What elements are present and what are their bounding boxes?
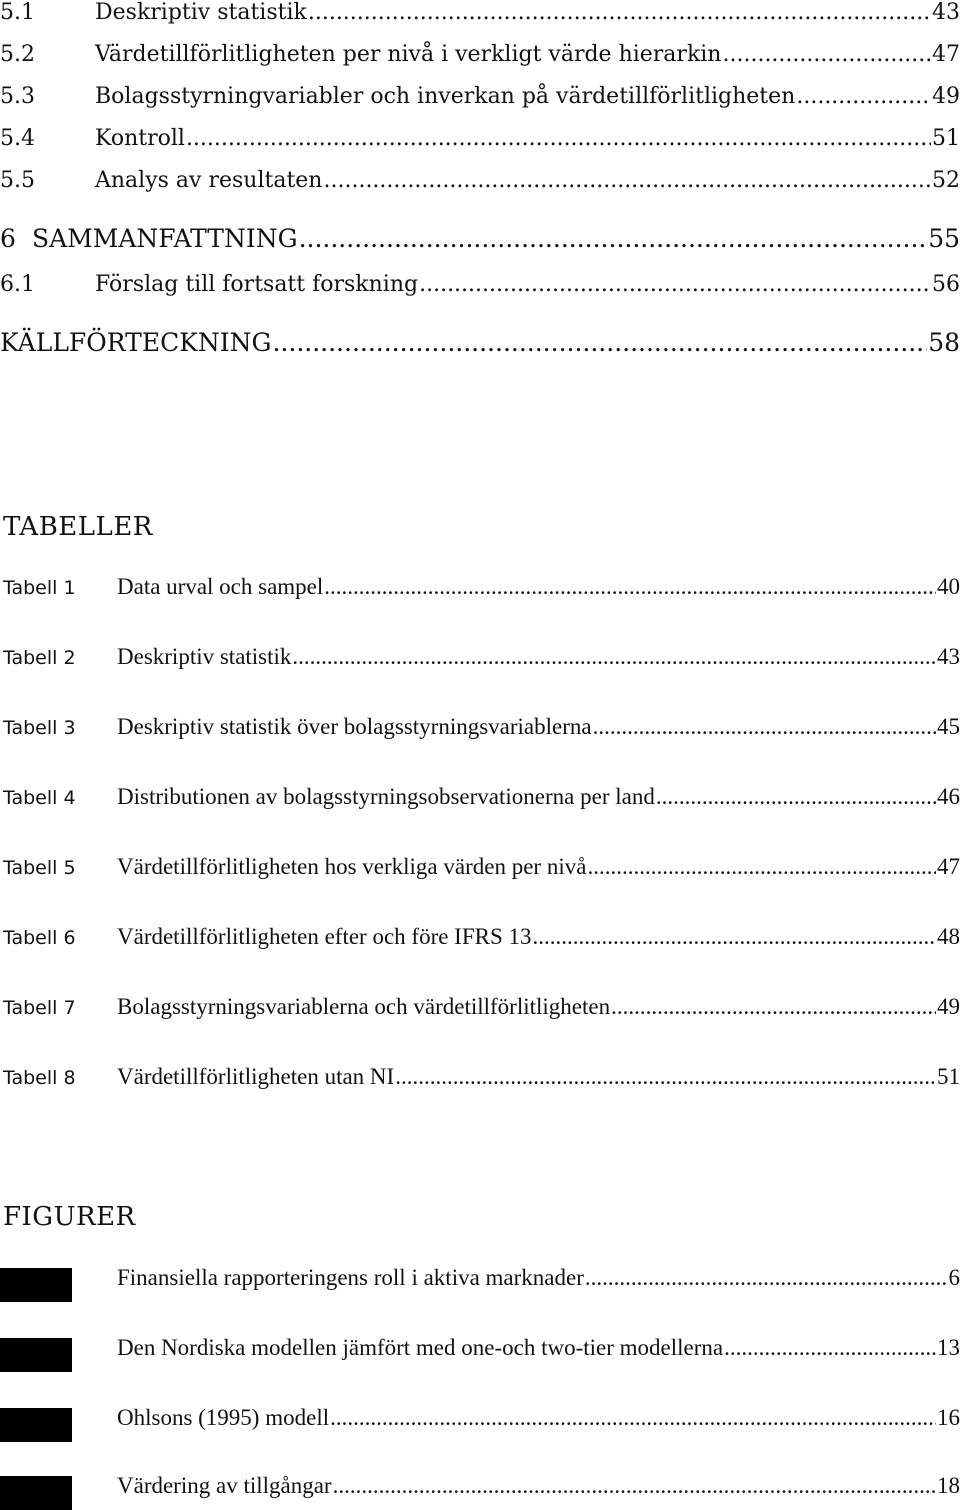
table-page-number: 47 xyxy=(937,854,960,880)
figure-list-entry[interactable] xyxy=(0,1470,960,1504)
dot-leader xyxy=(272,328,927,357)
redaction-block xyxy=(0,1408,72,1442)
toc-chapter-entry[interactable] xyxy=(0,224,960,253)
toc-page-number: 51 xyxy=(932,126,960,151)
dot-leader xyxy=(724,1335,936,1361)
tables-heading: TABELLER xyxy=(3,512,153,542)
toc-page-number: 56 xyxy=(932,272,960,297)
table-title: Deskriptiv statistik över bolagsstyrningsvariablerna xyxy=(117,714,592,740)
table-list-entry[interactable] xyxy=(0,714,960,740)
figure-title: Finansiella rapporteringens roll i aktiva marknader xyxy=(117,1265,584,1291)
toc-number: 5.2 xyxy=(0,42,95,67)
figure-page-number: 6 xyxy=(949,1265,960,1291)
toc-number: 6 xyxy=(0,224,32,253)
table-title: Värdetillförlitligheten utan NI xyxy=(117,1064,394,1090)
table-number: Tabell 1 xyxy=(0,577,117,599)
figure-number-redacted xyxy=(0,1262,117,1296)
dot-leader xyxy=(292,644,936,670)
toc-number: 6.1 xyxy=(0,272,95,297)
toc-entry[interactable] xyxy=(0,168,960,193)
table-number: Tabell 3 xyxy=(0,717,117,739)
toc-label: Analys av resultaten xyxy=(95,168,322,193)
table-number: Tabell 4 xyxy=(0,787,117,809)
dot-leader xyxy=(585,1265,948,1291)
figure-list-entry[interactable] xyxy=(0,1402,960,1436)
table-list-entry[interactable] xyxy=(0,994,960,1020)
toc-chapter-entry[interactable] xyxy=(0,328,960,357)
toc-page-number: 58 xyxy=(928,328,960,357)
table-list-entry[interactable] xyxy=(0,924,960,950)
figure-number-redacted xyxy=(0,1332,117,1366)
toc-entry[interactable] xyxy=(0,84,960,109)
table-list-entry[interactable] xyxy=(0,854,960,880)
table-page-number: 46 xyxy=(937,784,960,810)
dot-leader xyxy=(299,224,928,253)
table-title: Deskriptiv statistik xyxy=(117,644,291,670)
dot-leader xyxy=(722,42,931,67)
dot-leader xyxy=(308,0,931,25)
table-number: Tabell 6 xyxy=(0,927,117,949)
toc-page-number: 43 xyxy=(932,0,960,25)
toc-label: SAMMANFATTNING xyxy=(32,224,298,253)
toc-label: KÄLLFÖRTECKNING xyxy=(0,328,271,357)
toc-page-number: 52 xyxy=(932,168,960,193)
toc-entry[interactable] xyxy=(0,42,960,67)
table-title: Data urval och sampel xyxy=(117,574,323,600)
toc-page-number: 55 xyxy=(928,224,960,253)
dot-leader xyxy=(656,784,936,810)
figure-number-redacted xyxy=(0,1470,117,1504)
toc-entry[interactable] xyxy=(0,272,960,297)
redaction-block xyxy=(0,1338,72,1372)
dot-leader xyxy=(395,1064,936,1090)
table-title: Värdetillförlitligheten hos verkliga värden per nivå xyxy=(117,854,586,880)
table-number: Tabell 2 xyxy=(0,647,117,669)
table-page-number: 49 xyxy=(937,994,960,1020)
toc-label: Deskriptiv statistik xyxy=(95,0,307,25)
figure-number-redacted xyxy=(0,1402,117,1436)
figure-list-entry[interactable] xyxy=(0,1262,960,1296)
dot-leader xyxy=(587,854,936,880)
table-page-number: 40 xyxy=(937,574,960,600)
toc-entry[interactable] xyxy=(0,126,960,151)
toc-label: Värdetillförlitligheten per nivå i verkligt värde hierarkin xyxy=(95,42,721,67)
toc-label: Förslag till fortsatt forskning xyxy=(95,272,418,297)
figure-title: Den Nordiska modellen jämfört med one-och two-tier modellerna xyxy=(117,1335,723,1361)
table-page-number: 43 xyxy=(937,644,960,670)
table-page-number: 45 xyxy=(937,714,960,740)
figure-page-number: 16 xyxy=(937,1405,960,1431)
toc-page-number: 49 xyxy=(932,84,960,109)
figure-list-entry[interactable] xyxy=(0,1332,960,1366)
dot-leader xyxy=(333,1473,936,1499)
dot-leader xyxy=(323,168,931,193)
table-list-entry[interactable] xyxy=(0,574,960,600)
table-number: Tabell 5 xyxy=(0,857,117,879)
table-title: Bolagsstyrningsvariablerna och värdetillförlitligheten xyxy=(117,994,610,1020)
figure-title: Värdering av tillgångar xyxy=(117,1473,332,1499)
figure-page-number: 13 xyxy=(937,1335,960,1361)
table-number: Tabell 7 xyxy=(0,997,117,1019)
table-title: Värdetillförlitligheten efter och före IFRS 13 xyxy=(117,924,532,950)
dot-leader xyxy=(593,714,936,740)
toc-page-number: 47 xyxy=(932,42,960,67)
dot-leader xyxy=(419,272,931,297)
table-number: Tabell 8 xyxy=(0,1067,117,1089)
table-title: Distributionen av bolagsstyrningsobservationerna per land xyxy=(117,784,655,810)
dot-leader xyxy=(611,994,936,1020)
figures-heading: FIGURER xyxy=(3,1202,136,1232)
dot-leader xyxy=(330,1405,936,1431)
toc-number: 5.5 xyxy=(0,168,95,193)
toc-number: 5.1 xyxy=(0,0,95,25)
table-list-entry[interactable] xyxy=(0,784,960,810)
redaction-block xyxy=(0,1268,72,1302)
table-list-entry[interactable] xyxy=(0,644,960,670)
dot-leader xyxy=(324,574,936,600)
toc-number: 5.4 xyxy=(0,126,95,151)
table-page-number: 51 xyxy=(937,1064,960,1090)
figure-page-number: 18 xyxy=(937,1473,960,1499)
table-page-number: 48 xyxy=(937,924,960,950)
table-list-entry[interactable] xyxy=(0,1064,960,1090)
toc-number: 5.3 xyxy=(0,84,95,109)
dot-leader xyxy=(796,84,931,109)
figure-title: Ohlsons (1995) modell xyxy=(117,1405,329,1431)
toc-entry[interactable] xyxy=(0,0,960,25)
toc-label: Kontroll xyxy=(95,126,185,151)
dot-leader xyxy=(533,924,936,950)
dot-leader xyxy=(186,126,931,151)
toc-label: Bolagsstyrningvariabler och inverkan på värdetillförlitligheten xyxy=(95,84,795,109)
